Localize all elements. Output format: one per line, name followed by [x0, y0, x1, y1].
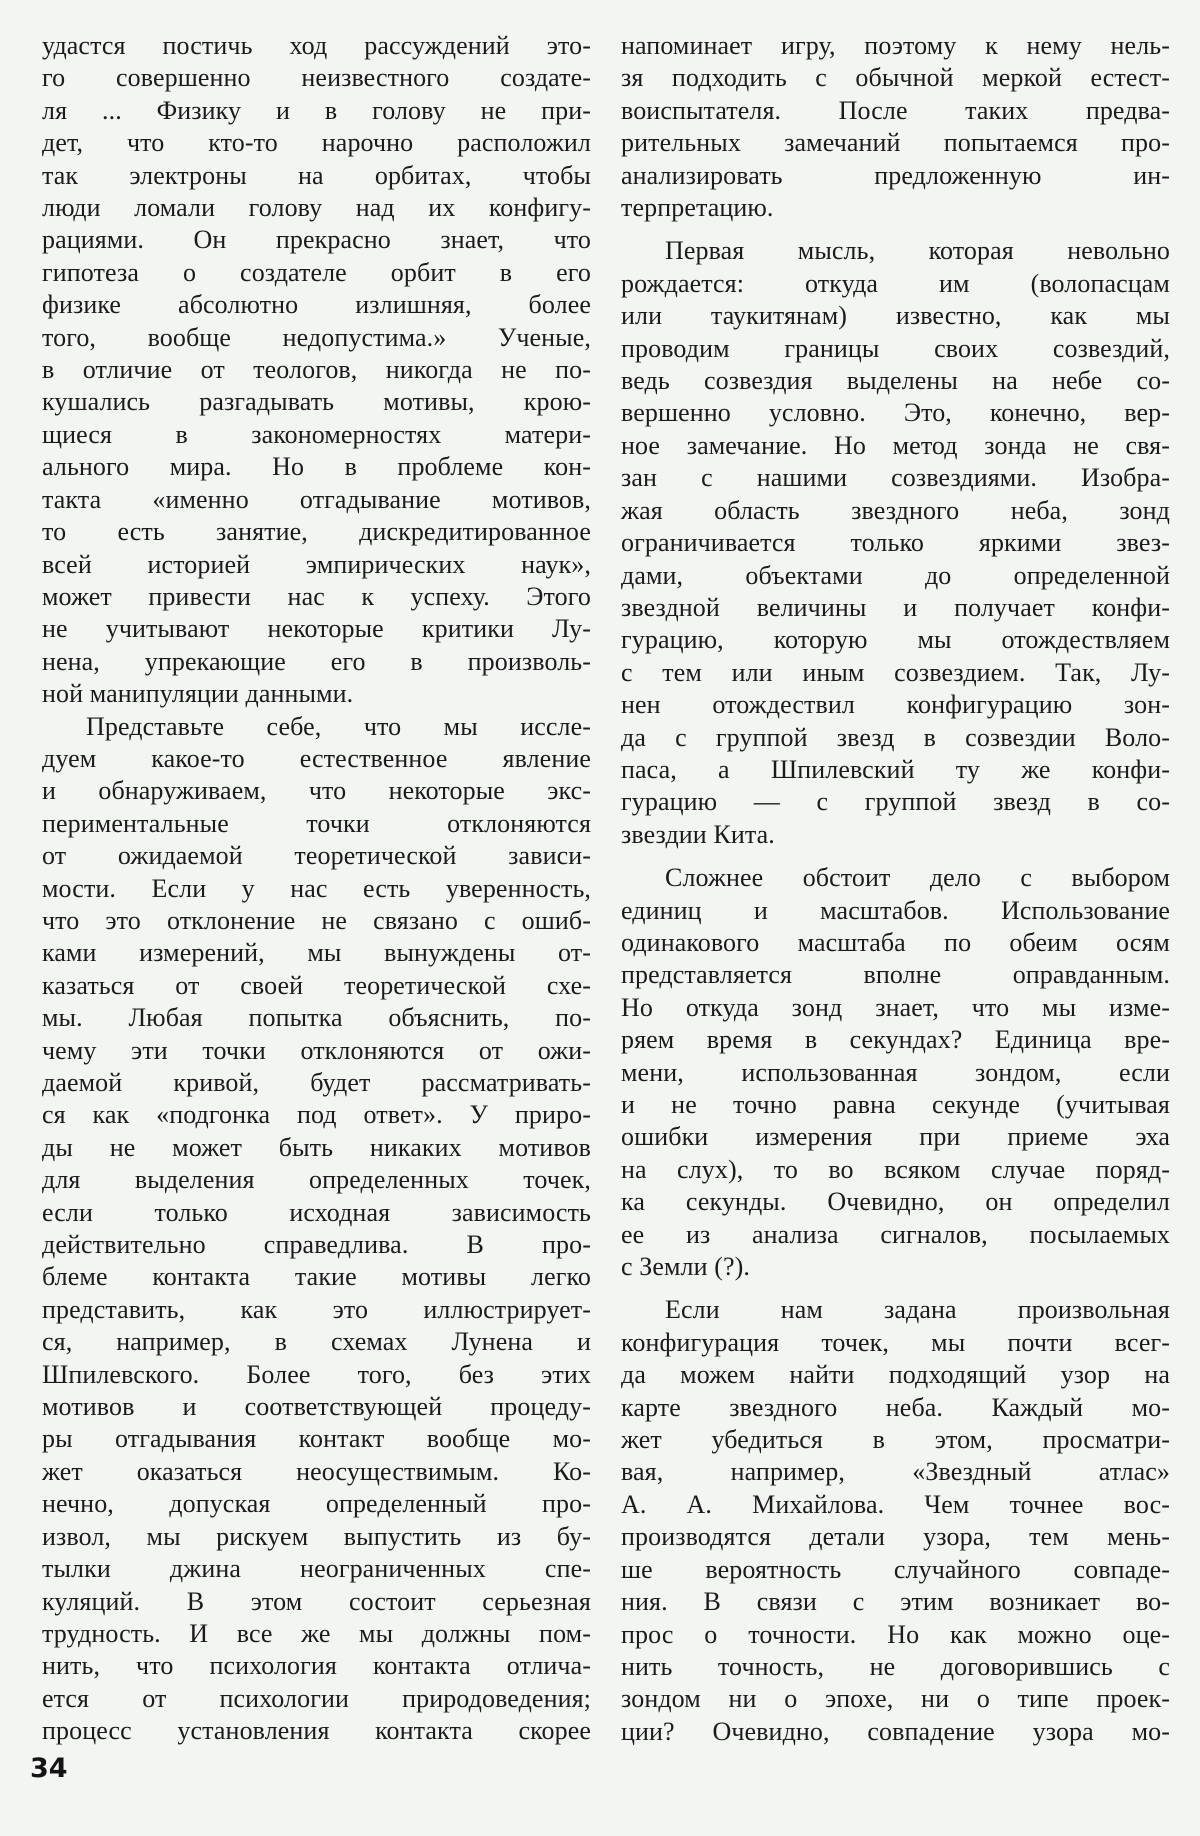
text-line: нен отождествил конфигурацию зон-: [621, 690, 1170, 720]
text-line: такта «именно отгадывание мотивов,: [42, 484, 591, 514]
text-line: ции? Очевидно, совпадение узора мо-: [621, 1716, 1170, 1746]
text-line: ряем время в секундах? Единица вре-: [621, 1025, 1170, 1055]
text-line: может привести нас к успеху. Этого: [42, 581, 591, 611]
text-line: ограничивается только яркими звез-: [621, 528, 1170, 558]
text-line: Представьте себе, что мы иссле-: [86, 711, 591, 741]
text-line: ошибки измерения при приеме эха: [621, 1122, 1170, 1152]
text-line: А. А. Михайлова. Чем точнее вос-: [621, 1489, 1170, 1519]
text-line: ной манипуляции данными.: [42, 679, 354, 709]
text-line: дуем какое-то естественное явление: [42, 743, 591, 773]
text-line: гипотеза о создателе орбит в его: [42, 257, 591, 287]
text-line: го совершенно неизвестного создате-: [42, 63, 591, 93]
text-line: мотивов и соответствующей процеду-: [42, 1392, 591, 1422]
text-line: дами, объектами до определенной: [621, 560, 1170, 590]
text-line: терпретацию.: [621, 193, 774, 223]
text-line: Сложнее обстоит дело с выбором: [665, 863, 1170, 893]
text-line: да с группой звезд в созвездии Воло-: [621, 722, 1170, 752]
text-line: от ожидаемой теоретической зависи-: [42, 841, 591, 871]
text-line: ее из анализа сигналов, посылаемых: [621, 1219, 1170, 1249]
text-line: представить, как это иллюстрирует-: [42, 1294, 591, 1324]
text-line: в отличие от теологов, никогда не по-: [42, 355, 591, 385]
paragraph: [621, 30, 1170, 224]
text-line: процесс установления контакта скорее: [42, 1716, 591, 1746]
text-line: мости. Если у нас есть уверенность,: [42, 873, 591, 903]
text-line: ше вероятность случайного совпаде-: [621, 1554, 1170, 1584]
text-line: паса, а Шпилевский ту же конфи-: [621, 754, 1170, 784]
text-line: физике абсолютно излишняя, более: [42, 290, 591, 320]
text-line: гурацию — с группой звезд в со-: [621, 787, 1170, 817]
text-line: зондом ни о эпохе, ни о типе проек-: [621, 1684, 1170, 1714]
text-line: напоминает игру, поэтому к нему нель-: [621, 31, 1170, 60]
page-number: 34: [30, 1753, 68, 1784]
text-line: и обнаруживаем, что некоторые экс-: [42, 776, 591, 806]
text-line: ется от психологии природоведения;: [42, 1683, 591, 1713]
text-line: ся, например, в схемах Лунена и: [42, 1327, 591, 1357]
text-column-left: [42, 30, 591, 1748]
paragraph: [42, 711, 591, 1748]
text-line: мени, использованная зондом, если: [621, 1057, 1170, 1087]
text-line: вершенно условно. Это, конечно, вер-: [621, 398, 1170, 428]
text-line: для выделения определенных точек,: [42, 1165, 591, 1195]
text-line: конфигурация точек, мы почти всег-: [621, 1327, 1170, 1357]
text-line: единиц и масштабов. Использование: [621, 895, 1170, 925]
text-line: прос о точности. Но как можно оце-: [621, 1619, 1170, 1649]
text-line: вая, например, «Звездный атлас»: [621, 1457, 1170, 1487]
text-line: Но откуда зонд знает, что мы изме-: [621, 992, 1170, 1022]
text-line: блеме контакта такие мотивы легко: [42, 1262, 591, 1292]
text-line: ального мира. Но в проблеме кон-: [42, 452, 591, 482]
text-line: тылки джина неограниченных спе-: [42, 1554, 591, 1584]
text-line: с тем или иным созвездием. Так, Лу-: [621, 657, 1170, 687]
text-line: ры отгадывания контакт вообще мо-: [42, 1424, 591, 1454]
text-line: удастся постичь ход рассуждений это-: [42, 31, 591, 60]
text-line: жая область звездного неба, зонд: [621, 495, 1170, 525]
text-column-right: [621, 30, 1170, 1748]
text-line: проводим границы своих созвездий,: [621, 333, 1170, 363]
text-line: чему эти точки отклоняются от ожи-: [42, 1035, 591, 1065]
text-line: Шпилевского. Более того, без этих: [42, 1359, 591, 1389]
text-line: звездии Кита.: [621, 819, 775, 849]
text-line: что это отклонение не связано с ошиб-: [42, 905, 591, 935]
text-line: действительно справедлива. В про-: [42, 1230, 591, 1260]
text-line: рождается: откуда им (волопасцам: [621, 268, 1170, 298]
text-line: если только исходная зависимость: [42, 1197, 591, 1227]
text-line: и не точно равна секунде (учитывая: [621, 1090, 1170, 1119]
text-line: нить точность, не договорившись с: [621, 1651, 1170, 1681]
text-line: извол, мы рискуем выпустить из бу-: [42, 1521, 591, 1551]
text-line: трудность. И все же мы должны пом-: [42, 1618, 591, 1648]
text-line: того, вообще недопустима.» Ученые,: [42, 322, 591, 352]
text-line: производятся детали узора, тем мень-: [621, 1522, 1170, 1552]
text-line: ды не может быть никаких мотивов: [42, 1132, 591, 1162]
text-line: щиеся в закономерностях матери-: [42, 419, 591, 449]
text-line: ся как «подгонка под ответ». У приро-: [42, 1100, 591, 1130]
text-line: куляций. В этом состоит серьезная: [42, 1586, 591, 1616]
text-line: нить, что психология контакта отлича-: [42, 1651, 591, 1681]
text-line: ля ... Физику и в голову не при-: [42, 95, 591, 125]
text-line: гурацию, которую мы отождествляем: [621, 625, 1170, 655]
text-line: казаться от своей теоретической схе-: [42, 970, 591, 1000]
text-line: зя подходить с обычной меркой естест-: [621, 63, 1170, 93]
text-line: ведь созвездия выделены на небе со-: [621, 366, 1170, 396]
paragraph: [621, 862, 1170, 1283]
text-line: периментальные точки отклоняются: [42, 808, 591, 838]
text-line: воиспытателя. После таких предва-: [621, 95, 1170, 125]
text-line: мы. Любая попытка объяснить, по-: [42, 1003, 591, 1033]
text-line: представляется вполне оправданным.: [621, 960, 1170, 990]
text-line: то есть занятие, дискредитированное: [42, 517, 591, 547]
paragraph: [621, 1294, 1170, 1748]
text-line: так электроны на орбитах, чтобы: [42, 160, 591, 190]
text-line: даемой кривой, будет рассматривать-: [42, 1068, 591, 1097]
text-line: на слух), то во всяком случае поряд-: [621, 1154, 1170, 1184]
text-line: карте звездного неба. Каждый мо-: [621, 1392, 1170, 1422]
text-line: нена, упрекающие его в произволь-: [42, 646, 591, 676]
text-line: ное замечание. Но метод зонда не свя-: [621, 430, 1170, 460]
text-line: с Земли (?).: [621, 1252, 751, 1282]
text-line: кушались разгадывать мотивы, крою-: [42, 387, 591, 417]
text-line: анализировать предложенную ин-: [621, 160, 1170, 190]
text-line: жет убедиться в этом, просматри-: [621, 1425, 1170, 1455]
text-line: Если нам задана произвольная: [665, 1295, 1170, 1325]
text-line: дет, что кто-то нарочно расположил: [42, 128, 591, 158]
text-line: звездной величины и получает конфи-: [621, 592, 1170, 622]
text-line: рительных замечаний попытаемся про-: [621, 128, 1170, 158]
text-line: зан с нашими созвездиями. Изобра-: [621, 463, 1170, 493]
text-line: Первая мысль, которая невольно: [665, 236, 1170, 266]
text-line: ния. В связи с этим возникает во-: [621, 1587, 1170, 1617]
text-line: или таукитянам) известно, как мы: [621, 301, 1170, 331]
text-line: ками измерений, мы вынуждены от-: [42, 938, 591, 968]
text-line: ка секунды. Очевидно, он определил: [621, 1187, 1170, 1217]
text-line: одинакового масштаба по обеим осям: [621, 927, 1170, 957]
text-line: да можем найти подходящий узор на: [621, 1360, 1170, 1390]
text-line: рациями. Он прекрасно знает, что: [42, 225, 591, 255]
text-line: не учитывают некоторые критики Лу-: [42, 614, 591, 644]
text-line: жет оказаться неосуществимым. Ко-: [42, 1456, 591, 1486]
paragraph: [42, 30, 591, 711]
text-line: люди ломали голову над их конфигу-: [42, 193, 591, 223]
text-line: нечно, допуская определенный про-: [42, 1489, 591, 1519]
paragraph: [621, 235, 1170, 851]
text-line: всей историей эмпирических наук»,: [42, 549, 591, 579]
